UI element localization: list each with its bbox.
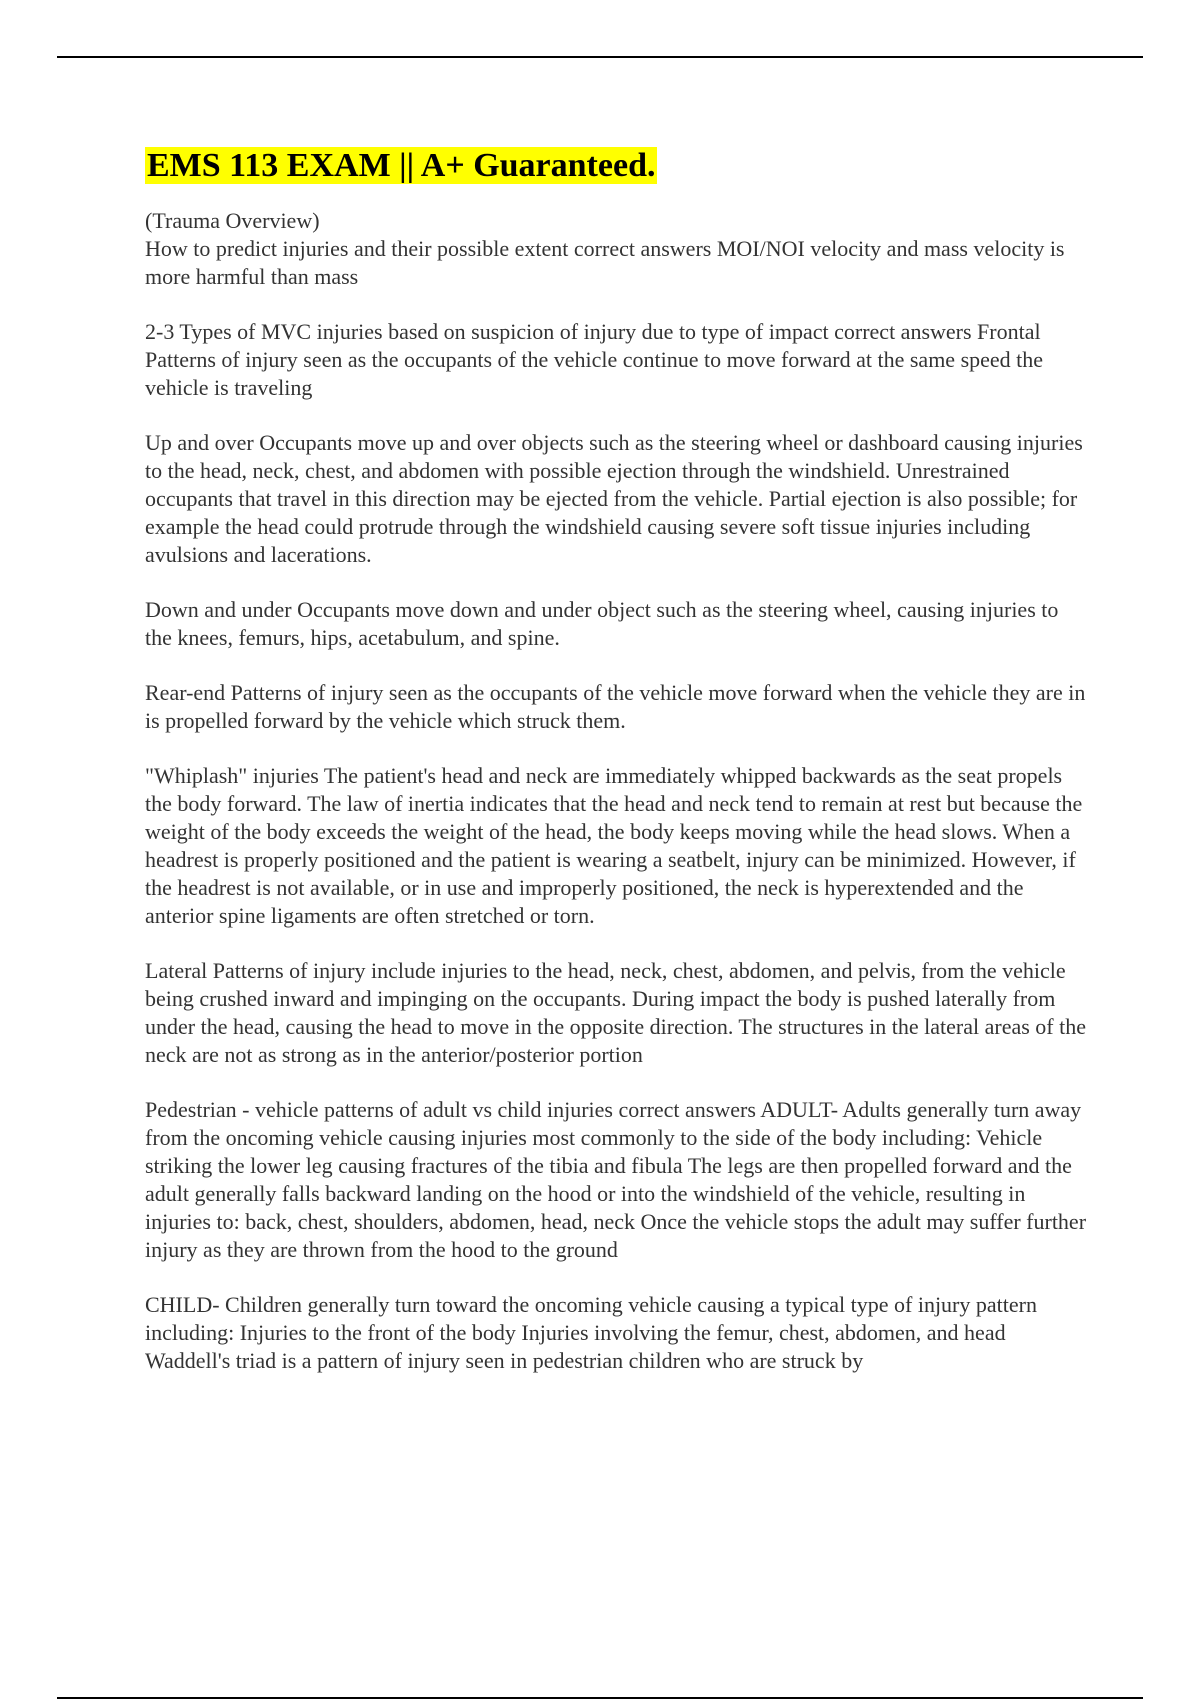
paragraph-mvc-types: 2-3 Types of MVC injuries based on suspicion of injury due to type of impact correct answers Frontal Patterns of injury seen as the occupants of the vehicle continue to move forward at the same speed the vehicle is traveling bbox=[145, 319, 1044, 400]
paragraph-pedestrian-adult: Pedestrian - vehicle patterns of adult vs child injuries correct answers ADULT- Adults generally turn away from the oncoming vehicle causing injuries most commonly to the side of the body including: Vehicle striking the lower leg causing fractures of the tibia and fibula The legs are then propelled forward and the adult generally falls backward landing on the hood or into the windshield of the vehicle, resulting in injuries to: back, chest, shoulders, abdomen, head, neck Once the vehicle stops the adult may suffer further injury as they are thrown from the hood to the ground bbox=[145, 1097, 1087, 1262]
document-title bbox=[145, 145, 1090, 187]
paragraph-up-and-over: Up and over Occupants move up and over objects such as the steering wheel or dashboard causing injuries to the head, neck, chest, and abdomen with possible ejection through the windshield. Unrestrained occupants that travel in this direction may be ejected from the vehicle. Partial ejection is also possible; for example the head could protrude through the windshield causing severe soft tissue injuries including avulsions and lacerations. bbox=[145, 430, 1083, 567]
document-title-highlight: EMS 113 EXAM || A+ Guaranteed. bbox=[147, 147, 656, 184]
bottom-rule bbox=[57, 1697, 1143, 1699]
paragraph-pedestrian-child: CHILD- Children generally turn toward the oncoming vehicle causing a typical type of injury pattern including: Injuries to the front of the body Injuries involving the femur, chest, abdomen, and head Waddell's triad is a pattern of injury seen in pedestrian children who are struck by bbox=[145, 1292, 1037, 1373]
document-body bbox=[145, 145, 1090, 1402]
paragraph-whiplash: "Whiplash" injuries The patient's head and neck are immediately whipped backwards as the seat propels the body forward. The law of inertia indicates that the head and neck tend to remain at rest but because the weight of the body exceeds the weight of the head, the body keeps moving while the head slows. When a headrest is properly positioned and the patient is wearing a seatbelt, injury can be minimized. However, if the headrest is not available, or in use and improperly positioned, the neck is hyperextended and the anterior spine ligaments are often stretched or torn. bbox=[145, 763, 1083, 928]
top-rule bbox=[57, 56, 1143, 58]
paragraph-down-and-under: Down and under Occupants move down and under object such as the steering wheel, causing injuries to the knees, femurs, hips, acetabulum, and spine. bbox=[145, 597, 1059, 650]
paragraph-lateral: Lateral Patterns of injury include injuries to the head, neck, chest, abdomen, and pelvis, from the vehicle being crushed inward and impinging on the occupants. During impact the body is pushed laterally from under the head, causing the head to move in the opposite direction. The structures in the lateral areas of the neck are not as strong as in the anterior/posterior portion bbox=[145, 958, 1086, 1067]
paragraph-trauma-overview: (Trauma Overview) How to predict injuries and their possible extent correct answers MOI/NOI velocity and mass velocity is more harmful than mass bbox=[145, 208, 1065, 289]
paragraph-rear-end: Rear-end Patterns of injury seen as the occupants of the vehicle move forward when the vehicle they are in is propelled forward by the vehicle which struck them. bbox=[145, 680, 1086, 733]
